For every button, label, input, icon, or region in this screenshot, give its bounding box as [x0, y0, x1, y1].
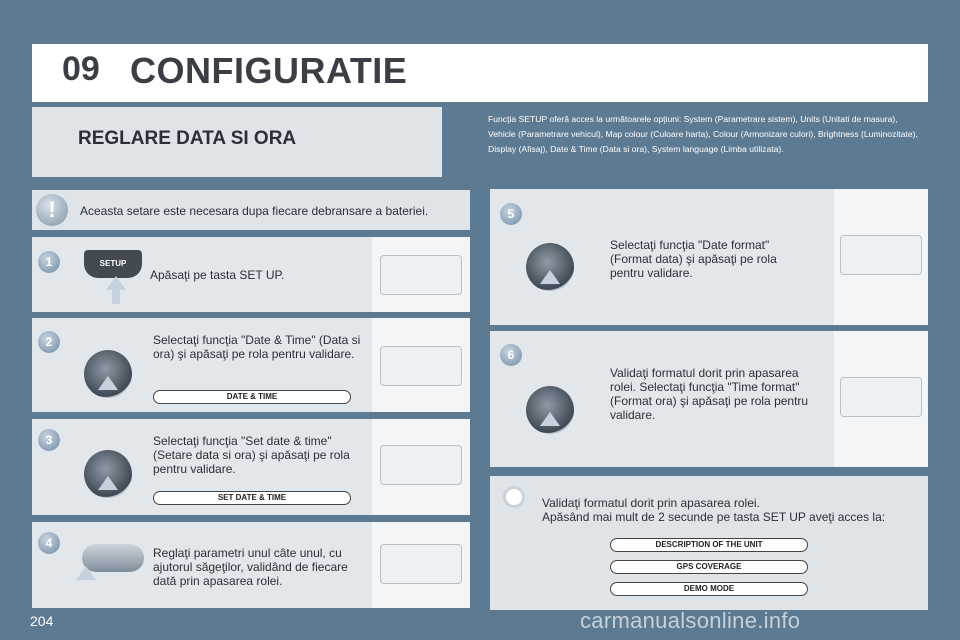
section-title: REGLARE DATA SI ORA	[78, 128, 297, 149]
console-icon	[380, 346, 462, 386]
warning-icon: !	[36, 194, 68, 226]
step-number-badge: 3	[38, 429, 60, 451]
console-icon	[840, 235, 922, 275]
press-arrow-icon	[540, 412, 560, 426]
rotary-knob-icon	[526, 386, 574, 434]
step-6-text: Validaţi formatul dorit prin apasarea rolei. Selectaţi funcţia "Time format" (Format ora) şi apăsaţi pe rola pentru validare.	[610, 366, 809, 422]
rotary-knob-icon	[84, 450, 132, 498]
menu-option: DEMO MODE	[610, 582, 808, 596]
sun-icon	[506, 489, 522, 505]
step-1-text: Apăsaţi pe tasta SET UP.	[150, 268, 285, 282]
tip-text-line1: Validaţi formatul dorit prin apasarea rolei.	[542, 496, 760, 510]
set-date-time-option: SET DATE & TIME	[153, 491, 351, 505]
warning-text: Aceasta setare este necesara dupa fiecare debransare a bateriei.	[80, 204, 429, 218]
step-5-text: Selectaţi funcţia "Date format" (Format data) şi apăsaţi pe rola pentru validare.	[610, 238, 777, 280]
press-arrow-icon	[106, 276, 126, 290]
step-2-image	[372, 318, 470, 412]
console-icon	[380, 255, 462, 295]
tip-text-line2: Apăsând mai mult de 2 secunde pe tasta SET UP aveţi acces la:	[542, 510, 886, 524]
step-number-badge: 5	[500, 203, 522, 225]
step-3-text: Selectaţi funcţia "Set date & time" (Setare data si ora) şi apăsaţi pe rola pentru validare.	[153, 434, 350, 476]
date-time-option: DATE & TIME	[153, 390, 351, 404]
console-icon	[840, 377, 922, 417]
step-number-badge: 6	[500, 344, 522, 366]
step-4-image	[372, 522, 470, 608]
setup-key-icon: SETUP	[84, 250, 142, 278]
press-arrow-icon	[540, 270, 560, 284]
rotary-knob-icon	[84, 350, 132, 398]
press-arrow-stem	[112, 290, 120, 304]
step-6-image	[834, 331, 928, 467]
page-number: 204	[30, 613, 54, 629]
menu-option: DESCRIPTION OF THE UNIT	[610, 538, 808, 552]
step-3-image	[372, 419, 470, 515]
press-arrow-icon	[98, 476, 118, 490]
watermark: carmanualsonline.info	[580, 608, 801, 633]
console-icon	[380, 445, 462, 485]
step-5-image	[834, 189, 928, 325]
step-number-badge: 4	[38, 532, 60, 554]
step-1-image	[372, 237, 470, 312]
step-number-badge: 1	[38, 251, 60, 273]
console-icon	[380, 544, 462, 584]
menu-option: GPS COVERAGE	[610, 560, 808, 574]
chapter-title: CONFIGURATIE	[130, 50, 408, 91]
step-number-badge: 2	[38, 331, 60, 353]
press-arrow-icon	[98, 376, 118, 390]
chapter-number: 09	[62, 50, 100, 88]
step-4-text: Reglaţi parametri unul câte unul, cu ajutorul săgeţilor, validând de fiecare dată prin apasarea rolei.	[153, 546, 348, 588]
step-2-text: Selectaţi funcţia "Date & Time" (Data si ora) şi apăsaţi pe rola pentru validare.	[153, 333, 361, 361]
press-arrow-icon	[76, 566, 96, 580]
intro-text: Funcţia SETUP oferă acces la următoarele opţiuni: System (Parametrare sistem), Units (Unitati de masura), Vehicle (Parametrare vehicul), Map colour (Culoare harta), Colour (Armonizare culori), Brightness (Luminozitate), Display (Afisaj), Date & Time (Data si ora), System language (Limba utilizata).	[488, 114, 918, 154]
